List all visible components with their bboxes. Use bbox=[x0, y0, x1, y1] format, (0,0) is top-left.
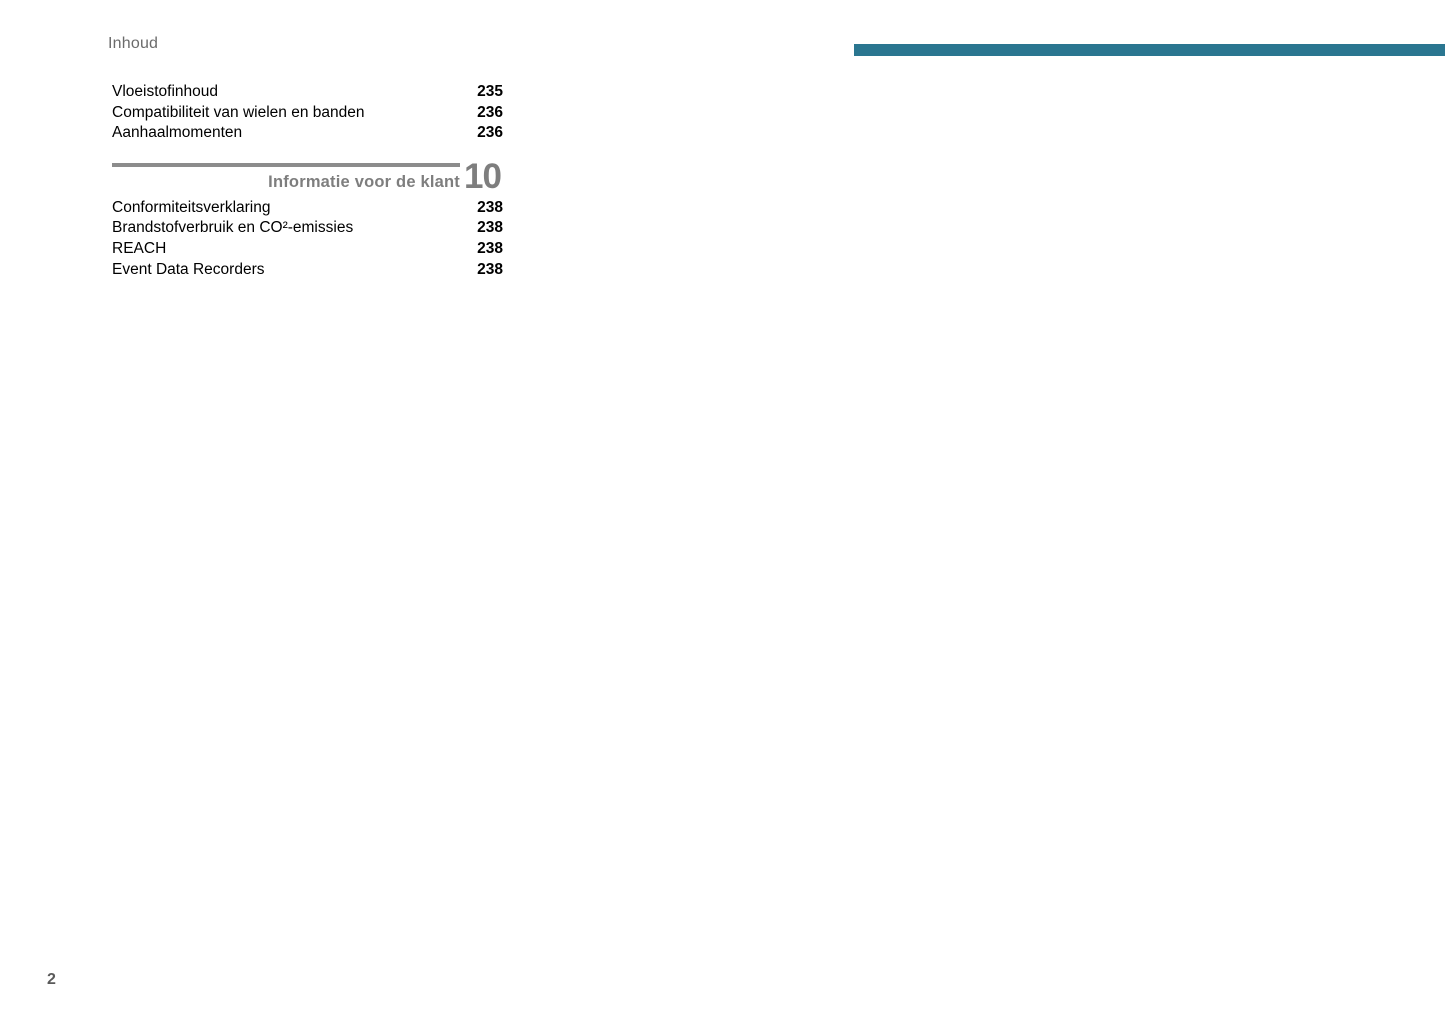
toc-entry bbox=[112, 103, 503, 124]
toc-entry-page: 235 bbox=[477, 83, 503, 100]
running-header: Inhoud bbox=[108, 35, 159, 52]
toc-entry-label: Vloeistofinhoud bbox=[112, 83, 218, 100]
toc-entry bbox=[112, 239, 503, 260]
toc-entry-page: 238 bbox=[477, 239, 503, 257]
toc-entry-label: Event Data Recorders bbox=[112, 260, 265, 278]
chapter-heading bbox=[112, 156, 503, 198]
chapter-title: Informatie voor de klant bbox=[268, 172, 460, 191]
toc-entry bbox=[112, 123, 503, 144]
table-of-contents bbox=[112, 82, 503, 280]
accent-bar bbox=[854, 44, 1445, 56]
toc-entry-label: Brandstofverbruik en CO²-emissies bbox=[112, 219, 354, 237]
toc-entry bbox=[112, 218, 503, 239]
toc-group-capacities bbox=[112, 82, 503, 144]
toc-entry-page: 238 bbox=[477, 198, 503, 216]
toc-entry-label: REACH bbox=[112, 239, 167, 257]
toc-entry bbox=[112, 82, 503, 103]
chapter-rule bbox=[112, 163, 460, 167]
toc-entry bbox=[112, 198, 503, 219]
toc-entry-label: Conformiteitsverklaring bbox=[112, 198, 271, 216]
toc-entry bbox=[112, 260, 503, 281]
toc-entry-page: 238 bbox=[477, 260, 503, 278]
toc-entry-page: 236 bbox=[477, 124, 503, 142]
toc-entry-page: 236 bbox=[477, 103, 503, 121]
chapter-number: 10 bbox=[464, 156, 501, 196]
toc-entry-page: 238 bbox=[477, 219, 503, 237]
toc-entry-label: Aanhaalmomenten bbox=[112, 124, 243, 142]
toc-entry-label: Compatibiliteit van wielen en banden bbox=[112, 103, 365, 121]
toc-group-customer-information bbox=[112, 198, 503, 280]
page-number: 2 bbox=[47, 971, 56, 988]
